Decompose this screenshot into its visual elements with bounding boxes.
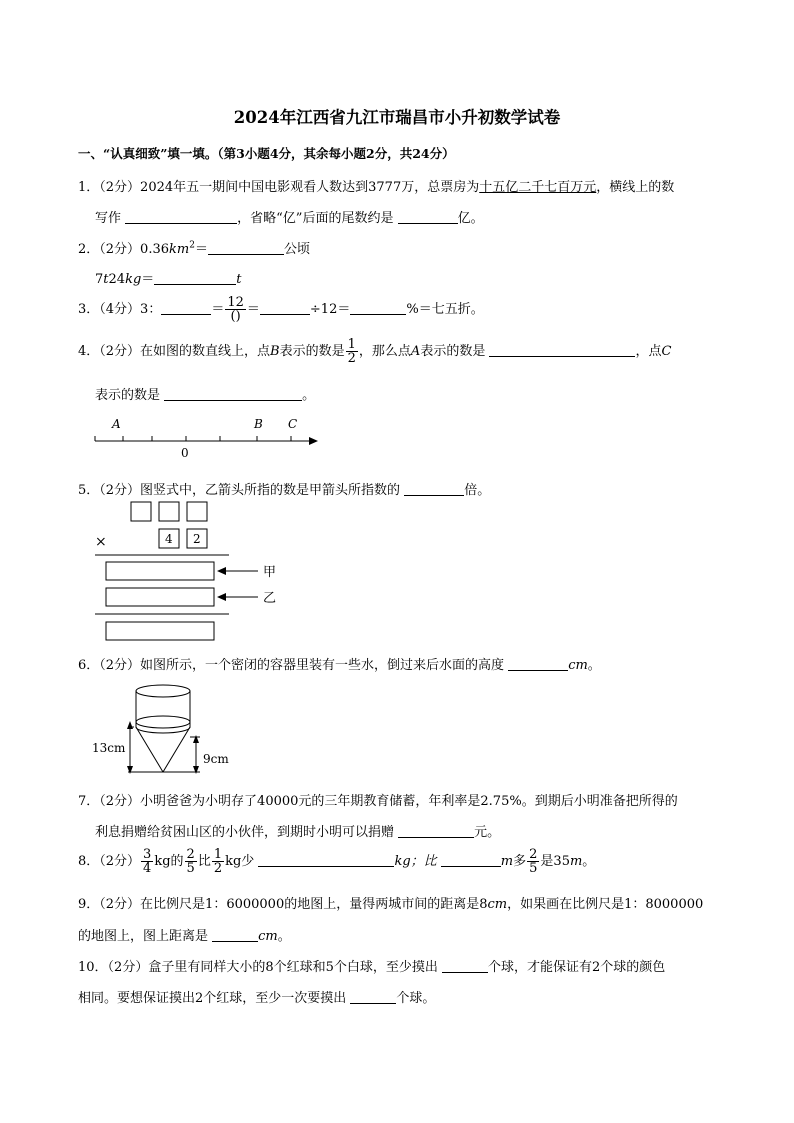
question-2-line-2: 7t24kg＝ t	[95, 272, 242, 287]
point-label-b: B	[254, 417, 263, 431]
question-2-line-1: 2．（2分）$0.36km^2=$ 公顷	[78, 240, 310, 257]
point-label-c: C	[288, 417, 298, 431]
question-7-line-1: 7．（2分）小明爸爸为小明存了40000元的三年期教育储蓄，年利率是2.75%。到期后小明准备把所得的	[78, 794, 678, 809]
question-9-line-2: 的地图上，图上距离是 cm。	[78, 929, 291, 944]
question-9-line-1: 9．（2分）在比例尺是1：6000000的地图上，量得两城市间的距离是8cm，如果画在比例尺是1：8000000	[78, 897, 704, 912]
digit-4: 4	[165, 532, 173, 546]
question-10-line-1: 10．（2分）盒子里有同样大小的8个红球和5个白球，至少摸出 个球，才能保证有2个球的颜色	[78, 960, 666, 975]
fraction: $\frac{1}{2}$	[347, 337, 356, 366]
digit-2: 2	[193, 532, 201, 546]
answer-blank[interactable]	[350, 989, 396, 1004]
question-8: 8．（2分） $\frac{3}{4}$ kg的 $\frac{2}{5}$ 比 $\frac{1}{2}$ kg少 kg；比 m多 $\frac{2}{5}$ 是35m。	[78, 847, 596, 876]
times-sign: ×	[95, 534, 107, 550]
answer-blank[interactable]	[212, 927, 258, 942]
height-13cm: 13cm	[92, 741, 126, 755]
height-9cm: 9cm	[203, 752, 229, 766]
label-yi: 乙	[263, 591, 277, 606]
answer-blank[interactable]	[398, 823, 474, 838]
answer-blank[interactable]	[258, 852, 394, 867]
fraction: $\frac{12}{()}$	[227, 295, 244, 324]
underlined-amount: 十五亿二千七百万元	[479, 180, 597, 195]
answer-blank[interactable]	[442, 958, 488, 973]
question-5: 5．（2分）图竖式中，乙箭头所指的数是甲箭头所指数的 倍。	[78, 483, 491, 498]
question-1-line-1: 1．（2分）2024年五一期间中国电影观看人数达到3777万，总票房为十五亿二千七百万元，横线上的数	[78, 180, 675, 195]
question-10-line-2: 相同。要想保证摸出2个红球，至少一次要摸出 个球。	[78, 991, 436, 1006]
answer-blank[interactable]	[441, 852, 501, 867]
question-4-line-1: 4．（2分）在如图的数直线上，点B表示的数是 $\frac{1}{2}$ ，那么点A表示的数是 ，点C	[78, 337, 672, 366]
question-1-line-2: 写作 ，省略“亿”后面的尾数约是 亿。	[95, 211, 484, 226]
point-label-a: A	[112, 417, 121, 431]
exam-title: 2024年江西省九江市瑞昌市小升初数学试卷	[233, 108, 561, 127]
question-4-line-2: 表示的数是 。	[95, 388, 316, 403]
question-6: 6．（2分）如图所示，一个密闭的容器里装有一些水，倒过来后水面的高度 cm。	[78, 658, 601, 673]
question-3: 3．（4分）3： ＝ $\frac{12}{()}$ ＝ ÷12＝ %＝七五折。	[78, 295, 484, 324]
question-7-line-2: 利息捐赠给贫困山区的小伙伴，到期时小明可以捐赠 元。	[95, 825, 501, 840]
label-jia: 甲	[263, 565, 277, 580]
section-heading: 一、“认真细致”填一填。（第3小题4分，其余每小题2分，共24分）	[78, 146, 455, 161]
zero-label: 0	[181, 446, 189, 460]
